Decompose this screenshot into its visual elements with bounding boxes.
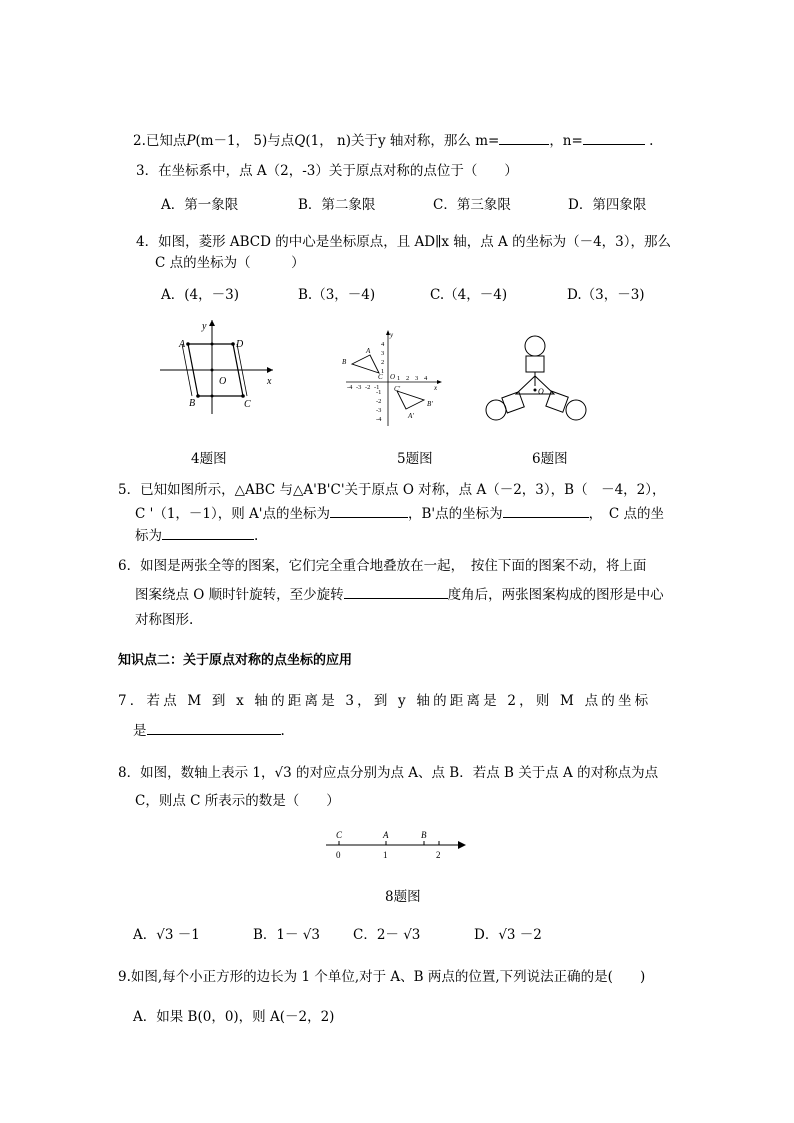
fig4-label-d: D xyxy=(236,339,244,350)
fig6-circle-right xyxy=(566,400,586,420)
fig5-xtick: 1 xyxy=(397,375,401,382)
q8-label-b: B xyxy=(421,830,427,840)
q2-n-label: ，n= xyxy=(549,133,583,149)
fig5-caption: 5题图 xyxy=(397,451,433,467)
q7-line1: 7．若点 M 到 x 轴的距离是 3，到 y 轴的距离是 2，则 M 点的坐标 xyxy=(118,693,652,709)
fig6-diagram xyxy=(480,332,592,428)
q2-end: . xyxy=(644,133,654,149)
q3-option-d[interactable]: D．第四象限 xyxy=(568,197,647,213)
fig5-triangle-abc xyxy=(352,355,379,373)
fig4-caption: 4题图 xyxy=(191,451,227,467)
q7-line2-b: . xyxy=(280,723,285,739)
q2-m-blank[interactable] xyxy=(499,130,549,145)
fig5-label-c: C xyxy=(378,373,383,381)
q5-line3-a: 标为 xyxy=(135,528,162,544)
q4-stem-line1: 4．如图，菱形 ABCD 的中心是坐标原点，且 AD∥x 轴，点 A 的坐标为（－4，3），那么 xyxy=(136,234,672,250)
fig5-label-o: O xyxy=(390,373,396,381)
fig4-point-bottom xyxy=(211,395,214,398)
q6-line3: 对称图形. xyxy=(135,612,194,628)
fig5-diagram xyxy=(338,326,448,430)
q5-a2-blank[interactable] xyxy=(330,503,408,518)
fig4-point-o xyxy=(211,369,214,372)
fig4-point-c xyxy=(241,394,245,398)
q6-line1: 6．如图是两张全等的图案，它们完全重合地叠放在一起， 按住下面的图案不动，将上面 xyxy=(118,558,647,574)
q8-option-a[interactable]: A．√3 －1 xyxy=(133,927,200,943)
q5-line2 xyxy=(135,503,664,523)
q8-label-a: A xyxy=(383,830,389,840)
q5-line3-b: . xyxy=(254,528,259,544)
q6-angle-blank[interactable] xyxy=(344,584,448,599)
fig5-label-c2: C' xyxy=(394,385,401,393)
q2-text-a: 2.已知点 xyxy=(133,133,187,149)
q8-option-b[interactable]: B．1－ √3 xyxy=(253,927,320,943)
q8-option-d[interactable]: D．√3 －2 xyxy=(474,927,542,943)
q8-option-c[interactable]: C．2－ √3 xyxy=(353,927,421,943)
q3-stem: 3．在坐标系中，点 A（2，-3）关于原点对称的点位于（ ） xyxy=(136,163,518,179)
q8-line1 xyxy=(118,764,658,782)
q2-p-args: (m－1， 5) xyxy=(195,133,268,149)
q4-stem-line2: C 点的坐标为（ ） xyxy=(155,255,305,271)
q2-mid: 与点 xyxy=(267,133,295,149)
q8-tick-label-0: 0 xyxy=(336,850,341,860)
q2-point-q: Q xyxy=(294,133,306,149)
q5-line1: 5．已知如图所示，△ABC 与△A'B'C'关于原点 O 对称，点 A（－2，3），B（ －4，2）， xyxy=(118,482,666,498)
fig5-label-y: y xyxy=(390,331,394,339)
q3-option-a[interactable]: A．第一象限 xyxy=(161,197,239,213)
fig5-ytick: 1 xyxy=(381,368,385,375)
fig4-diagram xyxy=(155,318,280,418)
q9-option-a[interactable]: A．如果 B(0，0)，则 A(－2，2) xyxy=(133,1009,335,1025)
q5-line2-a: C '（1，－1），则 A'点的坐标为 xyxy=(135,506,331,522)
fig6-square-left xyxy=(502,392,524,413)
q7-answer-blank[interactable] xyxy=(147,720,281,735)
q4-option-b[interactable]: B.（3，－4) xyxy=(298,287,376,303)
q7-line2-a: 是 xyxy=(133,723,147,739)
fig5-ytick: 4 xyxy=(381,341,385,348)
fig5-label-a2: A' xyxy=(408,412,414,420)
q2-line xyxy=(133,130,653,150)
fig6-square-top xyxy=(526,356,544,372)
fig5-xtick: -3 xyxy=(356,384,362,391)
q5-line3 xyxy=(135,525,258,545)
q8-line2: C，则点 C 所表示的数是（ ） xyxy=(135,793,340,809)
fig5-ytick: 3 xyxy=(381,350,385,357)
fig4-point-a xyxy=(186,342,190,346)
fig5-triangle-a2b2c2 xyxy=(397,391,424,409)
q2-n-blank[interactable] xyxy=(583,130,645,145)
q8-axis-arrow xyxy=(458,841,466,849)
q6-line2-b: 度角后，两张图案构成的图形是中心 xyxy=(447,587,664,603)
fig4-y-arrow xyxy=(209,320,215,326)
fig5-xtick: 2 xyxy=(406,375,410,382)
q5-c-blank[interactable] xyxy=(162,525,254,540)
fig5-ytick: 2 xyxy=(381,359,385,366)
fig4-point-b xyxy=(196,394,200,398)
fig6-point-o xyxy=(534,389,537,392)
q6-line2-a: 图案绕点 O 顺时针旋转，至少旋转 xyxy=(135,587,344,603)
q8-tick-label-1: 1 xyxy=(383,850,388,860)
fig6-label-o: O xyxy=(538,387,544,396)
q8-number-line xyxy=(322,826,472,864)
fig5-label-b: B xyxy=(342,358,347,366)
fig6-caption: 6题图 xyxy=(532,451,568,467)
fig5-x-arrow xyxy=(437,380,442,384)
q3-option-c[interactable]: C．第三象限 xyxy=(433,197,511,213)
q8-sqrt: √3 xyxy=(274,765,292,781)
fig4-point-d xyxy=(231,342,235,346)
fig4-label-x: x xyxy=(267,376,272,387)
fig5-label-b2: B' xyxy=(427,400,433,408)
q8-caption: 8题图 xyxy=(385,889,421,905)
q4-option-a[interactable]: A．(4，－3) xyxy=(161,287,239,303)
fig5-xtick: 3 xyxy=(415,375,419,382)
fig5-ytick: -2 xyxy=(376,398,382,405)
q8-line1-b: 的对应点分别为点 A、点 B．若点 B 关于点 A 的对称点为点 xyxy=(291,765,659,781)
q5-line2-c: ， C 点的坐 xyxy=(588,506,665,522)
fig5-xtick: -1 xyxy=(374,384,380,391)
fig6-circle-top xyxy=(525,336,545,356)
q8-tick-label-2: 2 xyxy=(436,850,441,860)
fig5-xtick: 4 xyxy=(424,375,428,382)
fig4-label-o: O xyxy=(219,376,227,387)
fig4-point-top xyxy=(211,343,214,346)
fig4-label-a: A xyxy=(179,339,186,350)
fig4-x-arrow xyxy=(267,367,273,373)
q4-option-d[interactable]: D.（3，－3) xyxy=(567,287,645,303)
q8-line1-a: 8．如图，数轴上表示 1， xyxy=(118,765,275,781)
q2-rest: 关于y 轴对称，那么 m= xyxy=(350,133,500,149)
fig4-label-c: C xyxy=(244,399,251,410)
fig6-circle-left xyxy=(486,400,506,420)
fig5-label-a: A xyxy=(366,347,371,355)
q5-line2-b: ，B'点的坐标为 xyxy=(408,506,503,522)
q2-q-args: (1， n) xyxy=(305,133,351,149)
fig5-xtick: -4 xyxy=(347,384,353,391)
fig5-ytick: -3 xyxy=(376,407,382,414)
q3-option-b[interactable]: B．第二象限 xyxy=(298,197,376,213)
fig5-ytick: -1 xyxy=(376,389,382,396)
fig5-xtick: -2 xyxy=(365,384,371,391)
q6-line2 xyxy=(135,584,664,604)
fig4-label-y: y xyxy=(202,321,207,332)
fig5-ytick: -4 xyxy=(376,416,382,423)
q7-line2 xyxy=(133,720,285,740)
q9-stem: 9.如图,每个小正方形的边长为 1 个单位,对于 A、B 两点的位置,下列说法正确的是( ) xyxy=(118,969,646,985)
section2-title: 知识点二：关于原点对称的点坐标的应用 xyxy=(118,653,353,668)
q2-point-p: P xyxy=(186,133,196,149)
q4-option-c[interactable]: C.（4，－4) xyxy=(430,287,508,303)
q5-b2-blank[interactable] xyxy=(503,503,589,518)
q8-label-c: C xyxy=(336,830,343,840)
fig5-label-x: x xyxy=(434,384,438,392)
fig4-label-b: B xyxy=(189,398,196,409)
